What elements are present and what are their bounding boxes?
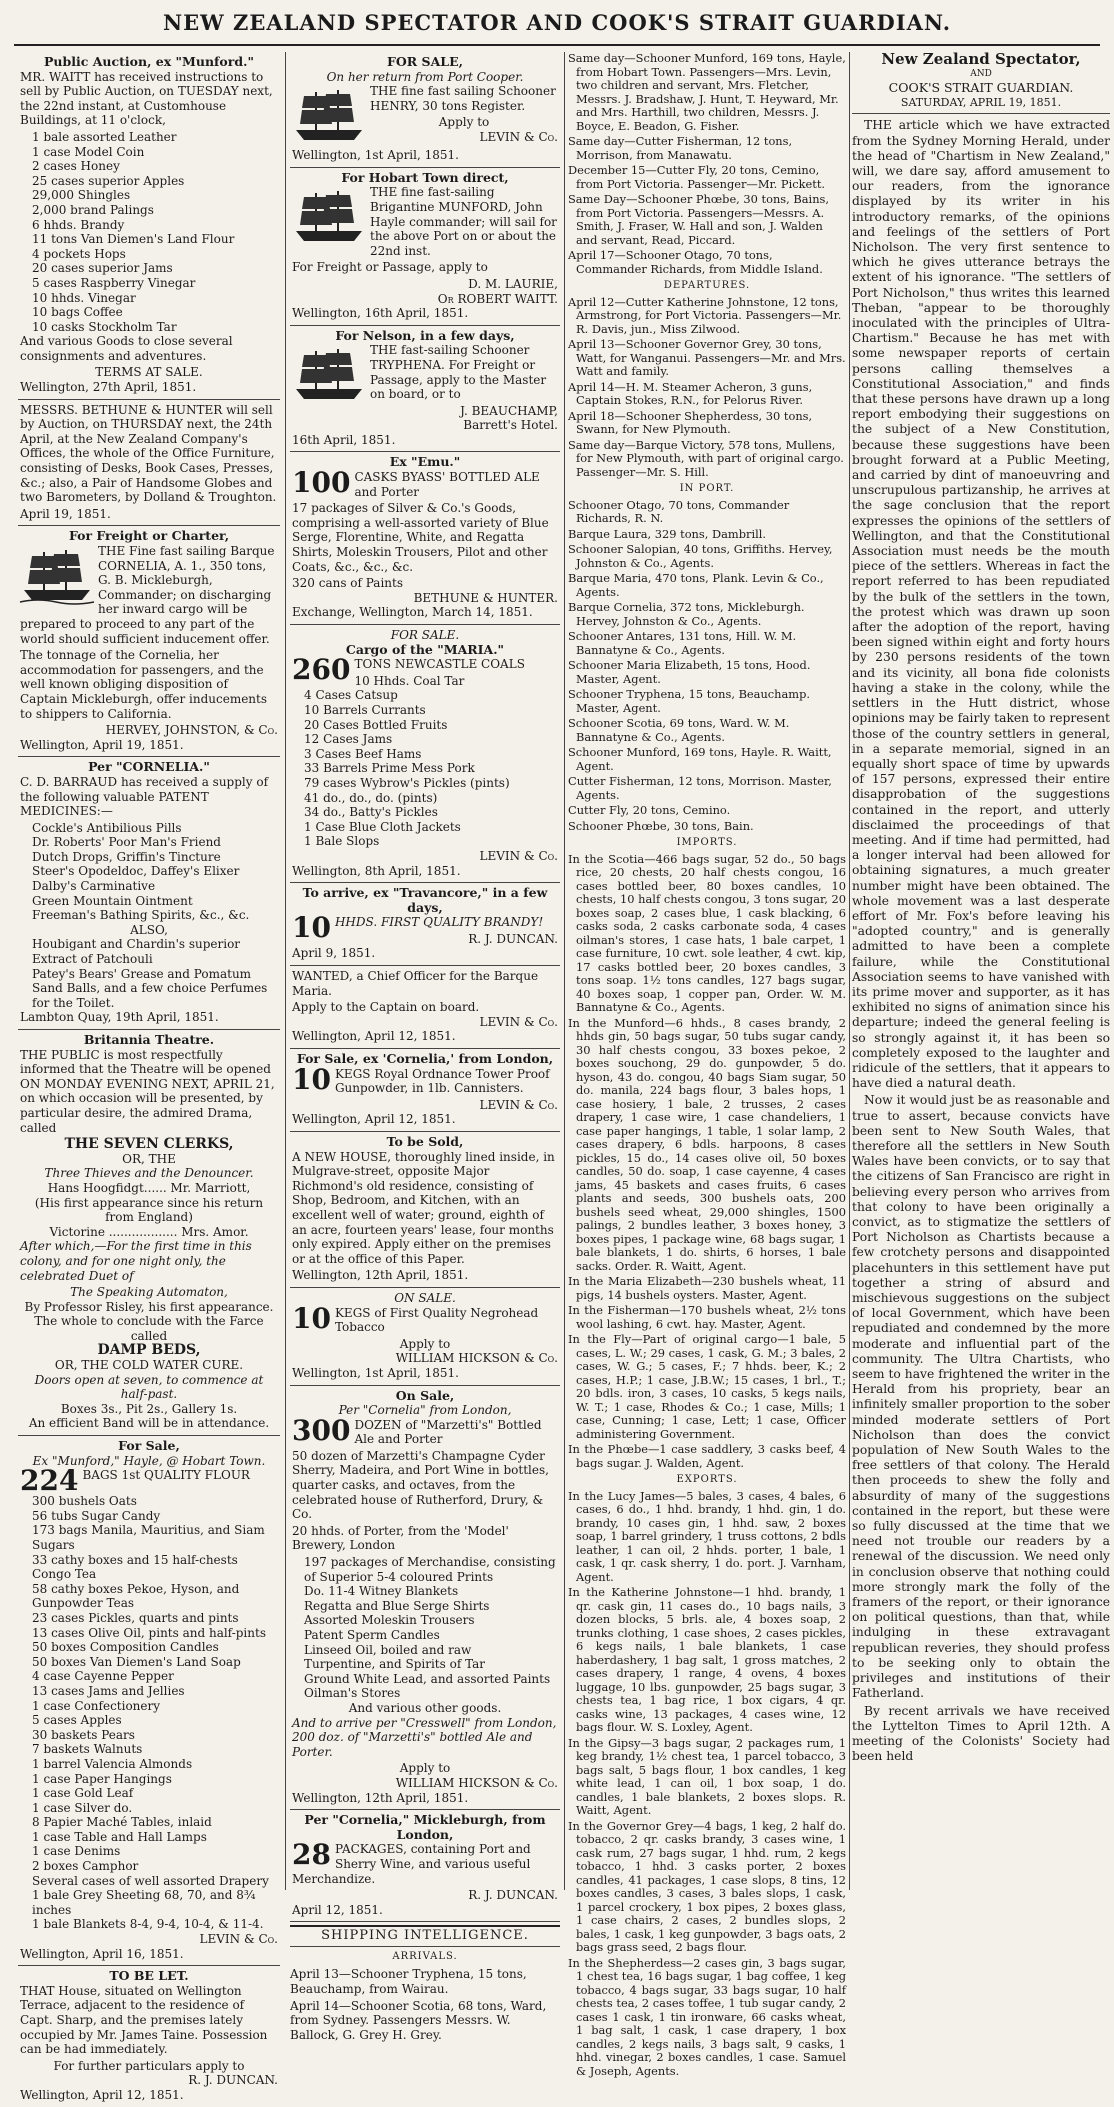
column-divider xyxy=(564,52,565,1890)
list-item: In the Fisherman—170 bushels wheat, 2½ tons wool lashing, 6 cwt. hay. Master, Agent. xyxy=(568,1303,846,1331)
list-item: 33 Barrels Prime Mess Pork xyxy=(304,761,475,776)
list-item: 1 case Confectionery xyxy=(32,1698,161,1713)
ad-title: For Sale, ex 'Cornelia,' from London, xyxy=(296,1051,554,1067)
ad-quantity: 10 xyxy=(292,911,331,945)
ad-body: THE Fine fast sailing Barque CORNELIA, A. 1., 350 tons, G. B. Mickleburgh, Commander; on discharging her inward cargo will be prepared to proceed to any part of the world should sufficient inducement offer. xyxy=(20,544,275,646)
ad-body: MR. WAITT has received instructions to sell by Public Auction, on TUESDAY next, the 22nd instant, at Customhouse Buildings, at 11 o'clock, xyxy=(20,69,273,128)
list-item: April 18—Schooner Shepherdess, 30 tons, Swann, for New Plymouth. xyxy=(568,408,813,436)
editorial-paragraph: THE article which we have extracted from the Sydney Morning Herald, under the head of "Chartism in New Zealand," will, we dare say, afford amusement to our readers, from the ignorance displayed by its writer in his introductory remarks, of the opinions and feelings of the settlers of Port Nicholson. The very first sentence to which he gives utterance betrays the extent of his ignorance. "The settlers of Port Nicholson," thus writes this learned Theban, "appear to be thoroughly inoculated with the principles of Ultra-Chartism." Because he has met with some newspaper reports of certain persons calling themselves a Constitutional Association," and finds that these persons have drawn up a long report embodying their suggestions on the subject of a New Constitution, because these suggestions have been brought forward at a Public Meeting, and carried by dint of manoeuvring and unscrupulous partizanship, he arrives at the sage conclusion that the report expresses the opinions of the settlers of Wellington, and that the Constitutional Association must needs be the mouth piece of the settlers. Whereas in fact the report referred to has been repudiated by the bulk of the settlers in the town, the protest which was drawn up soon after the adoption of the report, having been signed within eight and forty hours by 230 persons residents of the town and its vicinity, all bona fide colonists having a stake in the colony, while the settlers in the Hutt district, whose opinions may be fairly taken to represent those of the country settlers in general, in a separate memorial, signed in an equally short space of time by upwards of 157 persons, expressed their entire disapprobation of the suggestions contained in the report, and utterly disclaimed the proceedings of that meeting. And if time had permitted, had a longer interval had been allowed for obtaining signatures, a much greater number might have been obtained. The whole movement was a last desperate effort of Mr. Fox's before leaving his "adopted country," and is generally admitted to have been a complete failure, while the Constitutional Association seems to have vanished with its prime mover and supporter, as it has exhibited no signs of animation since his departure; indeed the general feeling is so strongly against it, it has been so completely exposed to the laughter and ridicule of the settlers, that it appears to have died a natural death. xyxy=(852,118,1110,1091)
ad-date: Wellington, April 12, 1851. xyxy=(292,1029,456,1044)
list-item: 79 cases Wybrow's Pickles (pints) xyxy=(304,775,510,790)
duet-by: By Professor Risley, his first appearance. xyxy=(24,1299,274,1314)
nameplate-sub: COOK'S STRAIT GUARDIAN. xyxy=(888,80,1074,96)
ad-henry xyxy=(290,52,560,168)
ad-for-sale-munford xyxy=(18,1436,280,1966)
ad-apply: Apply to the Captain on board. xyxy=(292,1000,480,1015)
list-item: Barque Cornelia, 372 tons, Mickleburgh. Hervey, Johnston & Co., Agents. xyxy=(568,600,805,628)
list-item: Barque Maria, 470 tons, Plank. Levin & Co., Agents. xyxy=(568,571,824,599)
ad-title: FOR SALE, xyxy=(387,54,463,69)
editorial-body xyxy=(852,118,1110,1764)
editorial-paragraph: Now it would just be as reasonable and true to assert, because convicts have been sent to New South Wales, that therefore all the settlers in New South Wales have been convicts, or to say that the citizens of San Francisco are right in believing every person who arrives from that colony to have been originally a convict, as to stigmatize the settlers of Port Nicholson as Chartists because a few crotchety persons and disappointed placehunters in this settlement have put together a string of absurd and mischievous suggestions on the subject of local Government, which have been repudiated and condemned by the more moderate and influential part of the community. The Ultra Chartists, who seem to have frightened the writer in the Herald from his propriety, bear an infinitely smaller proportion to the sober minded moderate settlers of Port Nicholson than does the convict population of New South Wales to the free settlers of that colony. The Herald then proceeds to shew the folly and absurdity of many of the suggestions contained in the report, but these were so fully discussed at the time that we need not trouble our readers by a renewal of the discussion. We need only in conclusion observe that nothing could more strongly mark the folly of the framers of the report, or their ignorance on political questions, than that, while indulging in these extravagant republican reveries, they should profess to be seeking only to obtain the privileges and institutions of their Fatherland. xyxy=(852,1093,1111,1701)
ad-subtitle: Ex "Munford," Hayle, @ Hobart Town. xyxy=(32,1453,266,1468)
ad-title: ON SALE. xyxy=(394,1290,456,1305)
list-item: Do. 11-4 Witney Blankets xyxy=(304,1584,459,1599)
list-item: Cutter Fisherman, 12 tons, Morrison. Master, Agents. xyxy=(568,774,832,802)
list-item: 33 cathy boxes and 15 half-chests Congo Tea xyxy=(32,1552,238,1582)
item-list xyxy=(20,821,278,923)
farce-title: DAMP BEDS, xyxy=(97,1342,201,1359)
farce-subtitle: OR, THE COLD WATER CURE. xyxy=(54,1358,244,1373)
ad-body: THE PUBLIC is most respectfully informed that the Theatre will be opened ON MONDAY EVENING NEXT, APRIL 21, on which occasion will be presented, by particular desire, the admired Drama, called xyxy=(20,1047,275,1135)
ad-maria-cargo xyxy=(290,625,560,883)
ad-title: For Freight or Charter, xyxy=(68,528,230,544)
list-item: 197 packages of Merchandise, consisting of Superior 5-4 coloured Prints xyxy=(304,1555,556,1584)
ad-lead: DOZEN of "Marzetti's" Bottled Ale and Porter xyxy=(354,1417,542,1447)
list-item: Same Day—Schooner Phœbe, 30 tons, Bains, from Port Victoria. Passengers—Messrs. A. Smith, J. Fraser, W. Hall and son, J. Walden and servant, Read, Piccard. xyxy=(568,192,830,247)
ad-date: April 9, 1851. xyxy=(292,946,376,961)
list-item: 12 Cases Jams xyxy=(304,732,393,747)
masthead-title: NEW ZEALAND SPECTATOR AND COOK'S STRAIT GUARDIAN. xyxy=(162,10,952,35)
ad-signature: LEVIN & Co. xyxy=(479,129,558,144)
list-item: In the Munford—6 hhds., 8 cases brandy, 2 hhds gin, 50 bags sugar, 50 tubs sugar candy, 30 half chests congou, 33 boxes pekoe, 2 boxes souchong, 29 do. gunpowder, 5 do. hyson, 43 do. congou, 40 bags Siam sugar, 50 do. manila, 224 bags flour, 3 bales hops, 1 case hosiery, 1 bale, 2 trusses, 2 cases drapery, 1 case wire, 1 case chandeliers, 1 case paper hangings, 1 table, 1 solar lamp, 2 cases drapery, 6 bdls. harpoons, 8 cases pickles, 15 do., 14 cases olive oil, 50 boxes candles, 50 do. soap, 1 case cayenne, 4 cases jams, 45 baskets and cases fruits, 6 cases plants and seeds, 300 bushels oats, 200 bushels seed wheat, 29,000 shingles, 1500 palings, 2 bundles leather, 3 boxes honey, 3 boxes pipes, 1 package wine, 68 bags sugar, 1 bale blankets, 1 do. shirts, 6 horses, 1 bale sacks. Order. R. Waitt, Agent. xyxy=(568,1015,846,1273)
exports-list xyxy=(568,1490,846,2079)
list-item: 1 case Denims xyxy=(32,1844,121,1859)
list-item: Green Mountain Ointment xyxy=(32,893,193,908)
list-item: In the Governor Grey—4 bags, 1 keg, 2 half do. tobacco, 2 qr. casks brandy, 3 cases wine, 1 cask rum, 27 bags sugar, 1 hhd. rum, 2 kegs tobacco, 1 hhd. 3 casks porter, 2 boxes candles, 41 packages, 1 case slops, 8 tins, 12 boxes candles, 3 cases, 3 bales slops, 1 cask, 1 parcel crockery, 1 box pipes, 2 boxes glass, 1 case chairs, 2 cases, 2 bundles slops, 2 bales, 1 cask, 1 keg gunpowder, 3 bags oats, 2 bags grass seed, 2 bags flour. xyxy=(568,1818,846,1954)
ad-lead: BAGS 1st QUALITY FLOUR xyxy=(82,1468,250,1483)
item-list xyxy=(20,937,278,1010)
list-item: April 17—Schooner Otago, 70 tons, Commander Richards, from Middle Island. xyxy=(568,248,823,276)
ad-quantity: 300 xyxy=(292,1413,351,1447)
farce-intro: The whole to conclude with the Farce called xyxy=(34,1314,264,1343)
list-item: In the Katherine Johnstone—1 hhd. brandy, 1 qr. cask gin, 11 cases do., 10 bags nails, 3 dozen blocks, 5 brls. ale, 4 boxes soap, 2 trunks clothing, 1 case shoes, 2 cases pickles, 6 kegs nails, 1 bale blankets, 1 case haberdashery, 1 bag salt, 1 gross matches, 2 cases drapery, 1 range, 4 ovens, 4 boxes luggage, 10 lbs. gunpowder, 25 bags sugar, 3 chests tea, 1 bag rice, 1 box cigars, 4 qr. casks wine, 13 packages, 4 cases wine, 12 bags flour. W. S. Loxley, Agent. xyxy=(568,1585,846,1734)
list-item: In the Phœbe—1 case saddlery, 3 casks beef, 4 bags sugar. J. Walden, Agent. xyxy=(568,1442,846,1470)
column-4 xyxy=(852,52,1110,1890)
ad-date: Wellington, 1st April, 1851. xyxy=(292,148,459,163)
ad-signature: LEVIN & Co. xyxy=(479,1097,558,1112)
ad-other: And various other goods. xyxy=(348,1700,502,1715)
ad-body: THAT House, situated on Wellington Terrace, adjacent to the residence of Capt. Sharp, and the premises lately occupied by Mr. James Taine. Possession can be had immediately. xyxy=(20,1983,268,2057)
item-list xyxy=(292,674,558,849)
list-item: 1 case Gold Leaf xyxy=(32,1786,134,1801)
list-item: Same day—Schooner Munford, 169 tons, Hayle, from Hobart Town. Passengers—Mrs. Levin, two children and servant, Mrs. Fletcher, Messrs. J. Bradshaw, J. Hunt, T. Heyward, Mr. and Mrs. Harthill, two children, Messrs. J. Boyce, E. Beadon, G. Fisher. xyxy=(568,51,846,133)
list-item: Dutch Drops, Griffin's Tincture xyxy=(32,849,221,864)
ad-apply: Apply to xyxy=(438,115,490,130)
list-item: Regatta and Blue Serge Shirts xyxy=(304,1598,490,1613)
ad-quantity: 28 xyxy=(292,1838,331,1872)
list-item: Dalby's Carminative xyxy=(32,879,156,894)
list-item: 29,000 Shingles xyxy=(32,188,131,203)
list-item: Schooner Phœbe, 30 tons, Bain. xyxy=(568,818,754,833)
list-item: 34 do., Batty's Pickles xyxy=(304,805,438,820)
play-or: OR, THE xyxy=(122,1151,176,1166)
ad-title: For Hobart Town direct, xyxy=(341,169,509,185)
list-item: 2 cases Honey xyxy=(32,159,120,174)
ad-body: THE fine fast-sailing Brigantine MUNFORD, John Hayle commander; will sail for the above Port on or about the 22nd inst. xyxy=(370,185,557,258)
ad-britannia-theatre xyxy=(18,1030,280,1436)
list-item: 173 bags Manila, Mauritius, and Siam Sugars xyxy=(32,1523,265,1552)
play-subtitle: Three Thieves and the Denouncer. xyxy=(44,1166,254,1181)
ad-quantity: 224 xyxy=(20,1464,79,1498)
list-item: Several cases of well assorted Drapery xyxy=(32,1873,269,1888)
list-item: 20 Cases Bottled Fruits xyxy=(304,717,448,732)
ad-date: Wellington, 12th April, 1851. xyxy=(292,1268,469,1283)
imports-list xyxy=(568,853,846,1471)
departures-list xyxy=(568,296,846,480)
ad-signature: Or ROBERT WAITT. xyxy=(437,291,558,306)
ad-title: Per "Cornelia," Mickleburgh, from London, xyxy=(304,1812,546,1842)
list-item: Sand Balls, and a few choice Perfumes for the Toilet. xyxy=(32,981,268,1010)
ad-lead: CASKS BYASS' BOTTLED ALE and Porter xyxy=(354,470,540,499)
ad-title: Ex "Emu." xyxy=(389,454,461,470)
list-item: 1 case Paper Hangings xyxy=(32,1771,172,1786)
list-item: 4 Cases Catsup xyxy=(304,688,398,703)
column-2 xyxy=(290,52,560,2042)
ad-munford-auction xyxy=(18,52,280,400)
list-item: 20 cases superior Jams xyxy=(32,261,173,276)
ad-signature: HERVEY, JOHNSTON, & Co. xyxy=(105,723,278,738)
ad-body: 50 dozen of Marzetti's Champagne Cyder Sherry, Madeira, and Port Wine in bottles, quarter casks, and octaves, from the celebrated house of Rutherford, Drury, & Co. xyxy=(292,1448,549,1522)
ad-apply: Apply to xyxy=(399,1336,451,1351)
ad-body: 20 hhds. of Porter, from the 'Model' Brewery, London xyxy=(292,1523,509,1553)
list-item: Schooner Scotia, 69 tons, Ward. W. M. Bannatyne & Co., Agents. xyxy=(568,716,790,744)
ad-negrohead xyxy=(290,1288,560,1386)
ad-subtitle: Per "Cornelia" from London, xyxy=(338,1403,512,1418)
list-item: Linseed Oil, boiled and raw xyxy=(304,1642,472,1657)
list-item: 2,000 brand Palings xyxy=(32,202,154,217)
ad-date: April 19, 1851. xyxy=(20,506,111,521)
list-item: Schooner Otago, 70 tons, Commander Richards, R. N. xyxy=(568,497,790,525)
ad-date: Wellington, April 12, 1851. xyxy=(292,1112,456,1127)
section-title: SHIPPING INTELLIGENCE. xyxy=(290,1925,560,1947)
list-item: 5 cases Raspberry Vinegar xyxy=(32,275,196,290)
ad-subtitle: On her return from Port Cooper. xyxy=(326,69,524,84)
ad-date: Exchange, Wellington, March 14, 1851. xyxy=(292,605,533,620)
list-item: April 14—H. M. Steamer Acheron, 3 guns, Captain Stokes, R.N., for Pelorus River. xyxy=(568,379,813,407)
ad-date: 16th April, 1851. xyxy=(292,432,396,447)
list-item: 2 boxes Camphor xyxy=(32,1859,139,1874)
list-item: 1 bale assorted Leather xyxy=(32,129,177,144)
ship-icon xyxy=(292,86,366,146)
ad-quantity: 260 xyxy=(292,653,351,687)
editorial-paragraph: By recent arrivals we have received the Lyttelton Times to April 12th. A meeting of the Colonists' Society had been held xyxy=(852,1703,1110,1764)
list-item: 56 tubs Sugar Candy xyxy=(32,1508,161,1523)
ad-cornelia-charter xyxy=(18,526,280,757)
item-list xyxy=(20,1494,278,1932)
list-item: 41 do., do., do. (pints) xyxy=(304,790,438,805)
ad-date: Wellington, April 19, 1851. xyxy=(20,737,184,752)
ad-date: Wellington, 1st April, 1851. xyxy=(292,1365,459,1380)
ad-subtitle: Cargo of the "MARIA." xyxy=(345,641,505,657)
ad-signature: LEVIN & Co. xyxy=(479,848,558,863)
ad-apply: For Freight or Passage, apply to xyxy=(292,260,488,275)
ad-body: 320 cans of Paints xyxy=(292,576,404,591)
list-item: 4 pockets Hops xyxy=(32,246,126,261)
ad-to-be-sold xyxy=(290,1132,560,1288)
list-item: Assorted Moleskin Trousers xyxy=(304,1613,475,1628)
list-item: December 15—Cutter Fly, 20 tons, Cemino, from Port Victoria. Passenger—Mr. Pickett. xyxy=(568,163,826,191)
ad-title: On Sale, xyxy=(395,1387,455,1403)
list-item: In the Gipsy—3 bags sugar, 2 packages rum, 1 keg brandy, 1½ chest tea, 1 parcel tobacco, 3 bags salt, 5 bags flour, 1 box candles, 1 keg white lead, 1 can oil, 1 box soap, 1 do. candles, 1 bale blankets, 2 boxes slops. R. Waitt, Agent. xyxy=(568,1735,846,1817)
ad-lead: HHDS. FIRST QUALITY BRANDY! xyxy=(334,915,544,930)
list-item: Dr. Roberts' Poor Man's Friend xyxy=(32,835,221,850)
item-list xyxy=(292,1555,558,1701)
ad-body: THE fine fast sailing Schooner HENRY, 30 tons Register. xyxy=(370,84,556,113)
list-item: 11 tons Van Diemen's Land Flour xyxy=(32,232,235,247)
masthead-rule xyxy=(14,44,1100,46)
list-item: 1 barrel Valencia Almonds xyxy=(32,1756,193,1771)
ad-date: Wellington, April 12, 1851. xyxy=(20,2087,184,2102)
ad-date: Wellington, 16th April, 1851. xyxy=(292,306,469,321)
ad-signature: J. BEAUCHAMP, xyxy=(460,403,558,418)
shipping-entry: April 14—Schooner Scotia, 68 tons, Ward, from Sydney. Passengers Messrs. W. Ballock, G. Grey H. Grey. xyxy=(290,1998,547,2042)
section-subtitle: IN PORT. xyxy=(679,483,735,494)
cast-note: (His first appearance since his return from England) xyxy=(34,1195,264,1225)
ad-body: After which,—For the first time in this colony, and for one night only, the celebrated Duet of xyxy=(20,1239,252,1283)
list-item: Cockle's Antibilious Pills xyxy=(32,820,182,835)
ad-date: Wellington, 12th April, 1851. xyxy=(292,1790,469,1805)
doors-note: Doors open at seven, to commence at half-past. xyxy=(34,1372,264,1402)
list-item: In the Fly—Part of original cargo—1 bale, 5 cases, L. W.; 29 cases, 1 cask, G. M.; 3 bales, 2 cases, W. G.; 5 cases, F.; 7 hhds. beer, K.; 2 cases, H.P.; 1 case, J.B.W.; 15 cases, 1 brl., T.; 20 bdls. iron, 3 cases, 10 casks, 5 kegs nails, W. T.; 1 case, Rhodes & Co.; 1 case, Mills; 1 case, Cunning; 1 case, Lett; 1 case, Officer administering Government. xyxy=(568,1332,846,1441)
ad-body: THE fast-sailing Schooner TRYPHENA. For Freight or Passage, apply to the Master on board, or to xyxy=(370,343,547,402)
ad-travancore xyxy=(290,883,560,966)
ad-bethune-auction xyxy=(18,400,280,527)
ad-title: Public Auction, ex "Munford." xyxy=(44,54,254,69)
ad-lead: PACKAGES, containing Port and Sherry Wine, and various useful Merchandize. xyxy=(292,1842,531,1886)
ad-terms: TERMS AT SALE. xyxy=(95,365,203,380)
list-item: 1 case Silver do. xyxy=(32,1800,133,1815)
list-item: 4 case Cayenne Pepper xyxy=(32,1669,174,1684)
ad-signature: R. J. DUNCAN. xyxy=(468,1888,558,1903)
section-subtitle: ARRIVALS. xyxy=(392,1950,458,1962)
list-item: 6 hhds. Brandy xyxy=(32,217,125,232)
nameplate: New Zealand Spectator, xyxy=(881,50,1081,68)
ad-apply: Apply to xyxy=(399,1761,451,1776)
arrivals-list xyxy=(568,52,846,276)
ad-title: To arrive, ex "Travancore," in a few days, xyxy=(302,885,548,915)
editorial-date: SATURDAY, APRIL 19, 1851. xyxy=(852,96,1110,115)
ad-date: Wellington, April 16, 1851. xyxy=(20,1946,184,1961)
in-port-list xyxy=(568,499,846,834)
list-item: 5 cases Apples xyxy=(32,1713,122,1728)
section-subtitle: EXPORTS. xyxy=(676,1474,738,1485)
nameplate-and: AND xyxy=(970,68,992,79)
list-item: Cutter Fly, 20 tons, Cemino. xyxy=(568,803,731,817)
list-item: In the Lucy James—5 bales, 3 cases, 4 bales, 6 cases, 6 do., 1 hhd. brandy, 1 hhd. gin, 1 do. brandy, 10 cases gin, 1 hhd. saw, 2 boxes soap, 1 barrel grindery, 1 truss cottons, 2 bdls leather, 1 can oil, 2 hhds. porter, 1 bale, 1 cask, 1 qr. cask sherry, 1 do. port. J. Varnham, Agent. xyxy=(568,1488,846,1584)
ad-barraud-medicines xyxy=(18,757,280,1030)
list-item: Houbigant and Chardin's superior Extract of Patchouli xyxy=(32,937,241,967)
ad-lead: KEGS of First Quality Negrohead Tobacco xyxy=(334,1305,539,1335)
ad-gunpowder xyxy=(290,1049,560,1132)
ad-title: Britannia Theatre. xyxy=(83,1032,215,1047)
ad-title: To be Sold, xyxy=(386,1134,464,1149)
prices: Boxes 3s., Pit 2s., Gallery 1s. xyxy=(60,1401,238,1416)
ad-signature: LEVIN & Co. xyxy=(479,1014,558,1029)
list-item: Schooner Munford, 169 tons, Hayle. R. Waitt, Agent. xyxy=(568,745,832,773)
ad-wanted xyxy=(290,966,560,1049)
ad-body: And various Goods to close several consignments and adventures. xyxy=(20,334,233,363)
ad-title: FOR SALE. xyxy=(390,628,460,642)
list-item: 13 cases Jams and Jellies xyxy=(32,1683,185,1698)
list-item: 8 Papier Maché Tables, inlaid xyxy=(32,1815,212,1830)
list-item: 1 Bale Slops xyxy=(304,834,380,849)
ad-title: For Sale, xyxy=(118,1438,180,1454)
list-item: 1 bale Blankets 8-4, 9-4, 10-4, & 11-4. xyxy=(32,1917,264,1932)
play-title: THE SEVEN CLERKS, xyxy=(64,1136,234,1153)
list-item: 1 bale Grey Sheeting 68, 70, and 8¾ inches xyxy=(32,1888,256,1917)
ad-to-be-let xyxy=(18,1966,280,2106)
ad-signature: LEVIN & Co. xyxy=(199,1932,278,1947)
ad-signature: R. J. DUNCAN. xyxy=(468,931,558,946)
ship-icon xyxy=(292,187,366,247)
list-item: 1 Case Blue Cloth Jackets xyxy=(304,819,461,834)
cast-line: Hans Hoogfidgt...... Mr. Marriott, xyxy=(47,1180,251,1195)
list-item: 50 boxes Van Diemen's Land Soap xyxy=(32,1654,241,1669)
list-item: Same day—Cutter Fisherman, 12 tons, Morrison, from Manawatu. xyxy=(568,134,793,162)
ad-apply: For further particulars apply to xyxy=(53,2058,245,2073)
list-item: 300 bushels Oats xyxy=(32,1494,137,1509)
section-subtitle: DEPARTURES. xyxy=(663,280,751,291)
ad-emu xyxy=(290,452,560,625)
list-item: In the Maria Elizabeth—230 bushels wheat, 11 pigs, 14 bushels oysters. Master, Agent. xyxy=(568,1274,846,1302)
ad-munford-hobart xyxy=(290,168,560,326)
ad-signature: Barrett's Hotel. xyxy=(463,418,558,433)
column-3 xyxy=(568,51,846,2078)
list-item: Patent Sperm Candles xyxy=(304,1628,440,1642)
list-item: Patey's Bears' Grease and Pomatum xyxy=(32,966,252,981)
cast-line: Victorine .................. Mrs. Amor. xyxy=(49,1224,249,1239)
ad-also: ALSO, xyxy=(130,922,168,937)
list-item: 30 baskets Pears xyxy=(32,1727,135,1742)
list-item: Ground White Lead, and assorted Paints xyxy=(304,1671,551,1686)
list-item: Schooner Salopian, 40 tons, Griffiths. Hervey, Johnston & Co., Agents. xyxy=(568,542,833,570)
shipping-intelligence xyxy=(290,1925,560,2042)
list-item: Turpentine, and Spirits of Tar xyxy=(304,1657,486,1672)
list-item: Oilman's Stores xyxy=(304,1686,401,1701)
ad-body: And to arrive per "Cresswell" from London, 200 doz. of "Marzetti's" bottled Ale and Porter. xyxy=(292,1715,557,1759)
ad-lead: KEGS Royal Ordnance Tower Proof Gunpowder, in 1lb. Cannisters. xyxy=(334,1066,550,1096)
column-divider xyxy=(285,52,286,1890)
list-item: 10 bags Coffee xyxy=(32,305,123,320)
ship-icon xyxy=(292,345,366,405)
list-item: Barque Laura, 329 tons, Dambrill. xyxy=(568,526,766,541)
list-item: 10 Barrels Currants xyxy=(304,702,426,717)
list-item: 3 Cases Beef Hams xyxy=(304,746,422,761)
ad-quantity: 100 xyxy=(292,466,351,500)
ad-quantity: 10 xyxy=(292,1062,331,1096)
ad-date: Wellington, 8th April, 1851. xyxy=(292,863,461,878)
list-item: Freeman's Bathing Spirits, &c., &c. xyxy=(32,908,250,923)
ad-body: 17 packages of Silver & Co.'s Goods, comprising a well-assorted variety of Blue Serge, Florentine, White, and Regatta Shirts, Moleskin Trousers, Pilot and other Coats, &c., &c., &c. xyxy=(292,501,549,574)
list-item: In the Shepherdess—2 cases gin, 3 bags sugar, 1 chest tea, 16 bags sugar, 1 bag coffee, 1 keg tobacco, 4 bags sugar, 33 bags sugar, 10 half chests tea, 2 cases toffee, 1 tub sugar candy, 2 cases 1 cask, 1 tin ironware, 66 casks wheat, 1 bag salt, 1 cask, 1 case drapery, 1 box candles, 2 kegs nails, 3 bags salt, 9 casks, 1 hhd. vinegar, 2 boxes candles, 1 case. Samuel & Joseph, Agents. xyxy=(568,1955,846,2078)
list-item: 7 baskets Walnuts xyxy=(32,1742,143,1757)
ad-date: Lambton Quay, 19th April, 1851. xyxy=(20,1010,219,1025)
section-subtitle: IMPORTS. xyxy=(676,837,738,848)
ad-cornelia-packages xyxy=(290,1810,560,1922)
list-item: Schooner Maria Elizabeth, 15 tons, Hood. Master, Agent. xyxy=(568,658,811,686)
ad-lead: TONS NEWCASTLE COALS xyxy=(354,657,525,672)
ad-title: For Nelson, in a few days, xyxy=(335,327,515,343)
ad-signature: D. M. LAURIE, xyxy=(468,276,558,291)
ad-body: C. D. BARRAUD has received a supply of the following valuable PATENT MEDICINES:— xyxy=(20,774,269,819)
list-item: Schooner Tryphena, 15 tons, Beauchamp. Master, Agent. xyxy=(568,687,811,715)
ad-quantity: 10 xyxy=(292,1301,331,1335)
ad-tryphena xyxy=(290,326,560,453)
ad-title: Per "CORNELIA." xyxy=(88,759,210,775)
list-item: Same day—Barque Victory, 578 tons, Mullens, for New Plymouth, with part of original cargo. Passenger—Mr. S. Hill. xyxy=(568,437,844,479)
list-item: Steer's Opodeldoc, Daffey's Elixer xyxy=(32,864,240,879)
ad-signature: R. J. DUNCAN. xyxy=(188,2073,278,2088)
list-item: 58 cathy boxes Pekoe, Hyson, and Gunpowder Teas xyxy=(32,1581,240,1611)
list-item: 10 hhds. Vinegar xyxy=(32,290,136,305)
list-item: 25 cases superior Apples xyxy=(32,173,185,188)
ad-date: April 12, 1851. xyxy=(292,1902,383,1917)
list-item: April 13—Schooner Governor Grey, 30 tons, Watt, for Wanganui. Passengers—Mr. and Mrs. Watt and family. xyxy=(568,337,846,378)
column-1 xyxy=(18,52,280,2102)
ad-body: A NEW HOUSE, thoroughly lined inside, in Mulgrave-street, opposite Major Richmond's old residence, consisting of Shop, Bedroom, and Kitchen, with an excellent well of water; ground, eighth of an acre, fourteen years' lease, four months only expired. Apply either on the premises or at the office of this Paper. xyxy=(292,1149,555,1266)
list-item: 50 boxes Composition Candles xyxy=(32,1640,219,1655)
duet-title: The Speaking Automaton, xyxy=(70,1285,228,1300)
list-item: 1 case Table and Hall Lamps xyxy=(32,1829,207,1844)
shipping-entry: April 13—Schooner Tryphena, 15 tons, Beauchamp, from Wairau. xyxy=(290,1967,527,1997)
ad-marzetti xyxy=(290,1386,560,1811)
band-note: An efficient Band will be in attendance. xyxy=(28,1416,270,1431)
list-item: 23 cases Pickles, quarts and pints xyxy=(32,1610,239,1625)
list-item: 10 casks Stockholm Tar xyxy=(32,319,177,334)
column-divider xyxy=(849,52,850,1890)
ad-title: TO BE LET. xyxy=(109,1968,189,1984)
ad-date: Wellington, 27th April, 1851. xyxy=(20,380,197,395)
item-list xyxy=(20,130,278,334)
ad-body: MESSRS. BETHUNE & HUNTER will sell by Auction, on THURSDAY next, the 24th April, at the New Zealand Company's Offices, the whole of the Office Furniture, consisting of Desks, Book Cases, Presses, &c.; also, a Pair of Handsome Globes and two Barometers, by Dolland & Troughton. xyxy=(20,402,277,505)
ad-body: The tonnage of the Cornelia, her accommodation for passengers, and the well known obliging disposition of Captain Mickleburgh, offer inducements to shippers to California. xyxy=(20,648,268,721)
ad-signature: BETHUNE & HUNTER. xyxy=(413,590,558,605)
ad-body: WANTED, a Chief Officer for the Barque Maria. xyxy=(292,969,539,998)
ad-signature: WILLIAM HICKSON & Co. xyxy=(395,1775,558,1790)
list-item: 10 Hhds. Coal Tar xyxy=(354,673,465,688)
list-item: April 12—Cutter Katherine Johnstone, 12 tons, Armstrong, for Port Victoria. Passengers—Mr. R. Davis, jun., Miss Zilwood. xyxy=(568,294,842,336)
ship-icon xyxy=(20,546,94,606)
list-item: 1 case Model Coin xyxy=(32,144,145,159)
list-item: 13 cases Olive Oil, pints and half-pints xyxy=(32,1625,266,1640)
list-item: Schooner Antares, 131 tons, Hill. W. M. Bannatyne & Co., Agents. xyxy=(568,629,797,657)
list-item: In the Scotia—466 bags sugar, 52 do., 50 bags rice, 20 chests, 20 half chests congou, 16 cases bottled beer, 80 boxes candles, 10 chests, 10 half chests congou, 3 tons sugar, 20 boxes soap, 2 cases blue, 1 cask blacking, 6 casks soda, 2 casks carbonate soda, 4 cases oilman's stores, 1 case hats, 1 bale carpet, 1 case furniture, 10 cwt. sole leather, 4 cwt. kip, 17 casks bottled beer, 20 boxes candles, 3 tons soap. 1½ tons candles, 127 bags sugar, 40 boxes soap, 1 copper pan, Order. W. M. Bannatyne & Co., Agents. xyxy=(568,851,846,1014)
ad-signature: WILLIAM HICKSON & Co. xyxy=(395,1351,558,1366)
